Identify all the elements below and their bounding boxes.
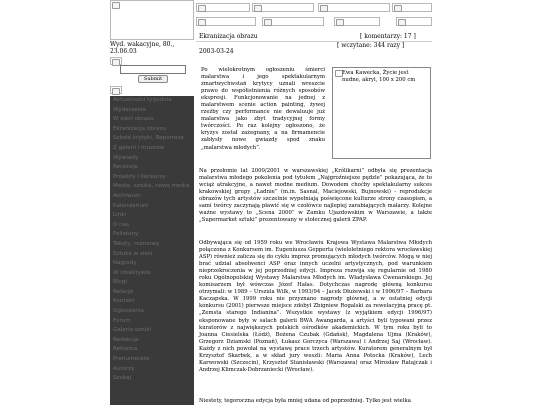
sidebar-menu-item[interactable]: Linki bbox=[113, 212, 127, 219]
sidebar-menu bbox=[110, 96, 194, 405]
sidebar-menu-item[interactable]: Ogłoszenia bbox=[113, 308, 144, 315]
sidebar-menu-item[interactable]: Reklama bbox=[113, 346, 138, 353]
sidebar-menu-item[interactable]: Kalendarium bbox=[113, 202, 149, 209]
search-image-icon bbox=[110, 57, 122, 65]
sub-nav-image[interactable] bbox=[196, 17, 256, 26]
sidebar-menu-item[interactable]: Projekty i konkursy bbox=[113, 173, 166, 180]
sidebar-menu-item[interactable]: Relacje bbox=[113, 288, 134, 295]
artwork-caption: Ewa Kawecka, Życie jest nudne, akryl, 100 x 200 cm bbox=[342, 70, 416, 83]
sidebar-menu-item[interactable]: O nas bbox=[113, 221, 130, 228]
sidebar-menu-item[interactable]: Wydarzenia bbox=[113, 106, 146, 113]
article-paragraph: Po wielokrotnym ogłoszeniu śmierci malarstwa i jego spektakularnym zmartwychwstań krytycy uznali wreszcie prawo do współistnienia różnych sposobów ekspresji. Funkcjonowanie na jednej z malarstwem scenie action painting, żywej rzeźby czy performance nie dewaluuje już malarstwa jako zbyt tradycyjnej formy twórczości. Po raz kolejny ogłoszono, że kryzys został zażegnany, a na firmamencie zabłysły nowe gwiazdy spod znaku „malarstwa młodych”. bbox=[201, 67, 325, 151]
issue-date-text: Wyd. wakacyjne, 80., 23.06.03 bbox=[110, 41, 175, 55]
breadcrumb: Ekranizacja obrazu bbox=[199, 33, 258, 40]
top-nav-image[interactable] bbox=[252, 3, 314, 12]
top-nav-image[interactable] bbox=[392, 3, 432, 12]
sidebar-menu-item[interactable]: Blogi bbox=[113, 279, 127, 286]
sidebar-menu-item[interactable]: Redakcja bbox=[113, 336, 139, 343]
sidebar-menu-item[interactable]: Szkoła krytyki, Reportaże bbox=[113, 135, 184, 142]
sub-nav-image[interactable] bbox=[396, 17, 432, 26]
sub-nav-image[interactable] bbox=[334, 17, 380, 26]
sidebar-menu-item[interactable]: Forum bbox=[113, 317, 131, 324]
sidebar-menu-item[interactable]: Sztuka w sieci bbox=[113, 250, 153, 257]
sidebar-menu-item[interactable]: Kontakt bbox=[113, 298, 135, 305]
sidebar-menu-item[interactable]: Media, sztuka, nowe media bbox=[113, 183, 190, 190]
comments-count-link[interactable]: [ komentarzy: 17 ] bbox=[360, 33, 416, 40]
top-nav-image[interactable] bbox=[196, 3, 250, 12]
sidebar-menu-item[interactable]: Szukaj bbox=[113, 375, 132, 382]
sidebar-menu-item[interactable]: Teksty, rozmowy bbox=[113, 240, 160, 247]
sidebar-menu-item[interactable]: Galeria sztuki bbox=[113, 327, 152, 334]
sidebar-menu-item[interactable]: Aktualności tygodnia bbox=[113, 97, 172, 103]
article-date: 2003-03-24 bbox=[199, 48, 234, 55]
sidebar-menu-item[interactable]: Nagrody bbox=[113, 260, 137, 267]
sidebar-menu-item[interactable]: W sieci obrazu bbox=[113, 116, 154, 123]
sidebar-menu-item[interactable]: Archiwum bbox=[113, 192, 141, 199]
sidebar-menu-item[interactable]: Z galerii i muzeów bbox=[113, 144, 165, 151]
article-paragraph: Odbywająca się od 1959 roku we Wrocławiu Krajowa Wystawa Malarstwa Młodych połączona z Konkursem im. Eugeniusza Gepperta (wieloletniego rektora wrocławskiej ASP) również zalicza się do cyklu imprez promujących młodych twórców. Mogą w niej brać udział absolwenci ASP oraz innych uczelni artystycznych, pod warunkiem nieprzekroczenia w jej poprzedniej edycji. Impreza rozwija się regularnie od 1980 roku Ogólnopolskiej Wystawy Malarstwa Młodych im. Władysława Ćwenarskiego. Jej komisarzem był wówczas Józef Hałas. Dotychczas nagrodę główną konkursu otrzymali: w 1989 – Urszula Wilk, w 1993/94 – Jacek Dłużewski i w 1996/97 – Barbara Kaczapska. W 1999 roku nie przyznano nagrody głównej, a w ostatniej edycji konkursu (2001) pierwsze miejsce zdobył Zbigniew Rogalski za rewelacyjną pracę pt. „Zemsta starego Indianina”. Wszystkie wystawy (z wyjątkiem edycji 1996/97) eksponowane były w salach galerii BWA Awangarda, a artyści byli typowani przez kuratorów z największych polskich ośrodków akademickich. W tym roku byli to Joanna Ciesielska (Łódź), Bożena Czubak (Gdańsk), Magdalena Ujma (Kraków), Grzegorz Dziamski (Poznań), Łukasz Gorczyca (Warszawa) i Andrzej Saj (Wrocław). Każdy z nich powołał na wystawę prace trzech artystów. Kuratorem generalnym był Krzysztof Skarbek, a w skład jury weszli: Maria Anna Potocka (Kraków), Lech Karwowski (Szczecin), Krzysztof Stanisławski (Warszawa) oraz Mirosław Ratajczak i Andrzej Klimczak-Dobrzaniecki (Wrocław). bbox=[199, 240, 432, 373]
logo-image bbox=[110, 0, 194, 40]
search-input[interactable] bbox=[120, 65, 186, 74]
artwork-image bbox=[332, 67, 431, 159]
sidebar-menu-item[interactable]: W obiektywie bbox=[113, 269, 151, 276]
article-paragraph: Niestety, tegoroczna edycja była mniej udana od poprzedniej. Tylko jest wielka bbox=[199, 398, 411, 404]
sidebar-menu-item[interactable]: Prenumerata bbox=[113, 356, 150, 363]
sidebar-menu-item[interactable]: Autorzy bbox=[113, 365, 135, 372]
sidebar-menu-item[interactable]: Wywiady bbox=[113, 154, 139, 161]
top-nav-image[interactable] bbox=[318, 3, 390, 12]
sidebar-menu-item[interactable]: Ekranizacja obrazu bbox=[113, 125, 166, 132]
article-paragraph: Na przełomie lat 2000/2001 w warszawskiej „Królikarni” odbyła się prezentacja malarstwa młodego pokolenia pod tytułem „Najgroźniejsze pędzle” pokazująca, że to wciąż atrakcyjne, a nawet modne medium. Dowodem choćby spektakularny sukces krakowskiej grupy „Ładnie” (m.in. Sasnal, Maciejowski, Bujnowski) - reprodukcje obrazów tych artystów szczelnie wypełniają poświęcone kulturze strony czasopism, a sami twórcy zaczynają pławić się w czołówce najlepiej zarabiających malarzy. Kolejne ważne wystawy to „Scena 2000” w Zamku Ujazdowskim w Warszawie, a także „Supermarket sztuki” prezentowany w stołecznej galerii ZPAP. bbox=[199, 168, 432, 224]
sidebar-menu-item[interactable]: Felietony bbox=[113, 231, 139, 238]
read-count: [ wczytane: 344 razy ] bbox=[337, 42, 405, 49]
sub-nav-image[interactable] bbox=[262, 17, 324, 26]
submit-button[interactable] bbox=[138, 75, 168, 83]
submit-label: Submit bbox=[143, 76, 163, 82]
sidebar-menu-item[interactable]: Recenzje bbox=[113, 164, 139, 171]
menu-header-image-icon bbox=[110, 86, 122, 94]
